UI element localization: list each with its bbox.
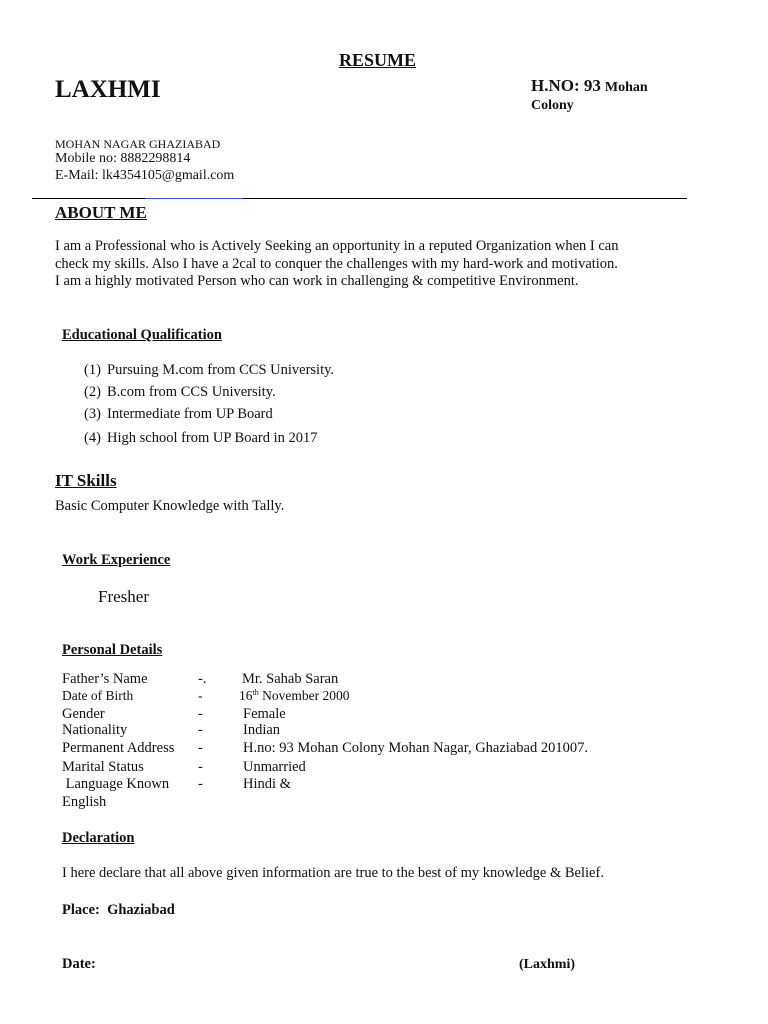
header-divider [32,198,687,199]
personal-separator: - [198,759,203,775]
personal-separator: - [198,722,203,738]
education-item-text: High school from UP Board in 2017 [107,430,318,446]
candidate-name: LAXHMI [55,76,161,103]
personal-value: Female [243,706,286,722]
education-item [84,384,276,401]
contact-address: MOHAN NAGAR GHAZIABAD [55,137,221,151]
contact-mobile: Mobile no: 8882298814 [55,151,191,166]
personal-label: Language Known [62,776,170,792]
personal-label: Date of Birth [62,688,134,703]
house-number-address [531,77,691,114]
about-line: I am a Professional who is Actively Seeking an opportunity in a reputed Organization when I can [55,238,619,254]
education-item-text: Intermediate from UP Board [107,406,273,422]
personal-details-heading: Personal Details [62,642,163,658]
work-experience-text: Fresher [98,587,149,606]
personal-label: Gender [62,706,105,722]
personal-separator: -. [198,671,207,687]
it-skills-heading: IT Skills [55,471,117,490]
personal-value: Indian [243,722,281,738]
personal-separator: - [198,706,203,722]
document-title: RESUME [338,50,416,70]
dob-day: 16 [239,688,253,703]
education-item-number: (1) [84,362,101,378]
education-item-number: (2) [84,384,101,400]
personal-value: H.no: 93 Mohan Colony Mohan Nagar, Ghaziabad 201007. [243,740,588,756]
it-skills-text: Basic Computer Knowledge with Tally. [55,498,285,514]
signature-name: (Laxhmi) [519,957,575,972]
work-experience-heading: Work Experience [62,552,171,568]
dob-month-year: November 2000 [262,688,350,703]
personal-value: Mr. Sahab Saran [242,671,339,687]
email-link-underline [145,198,243,199]
declaration-text: I here declare that all above given information are true to the best of my knowledge & Belief. [62,865,604,881]
personal-label: Permanent Address [62,740,175,756]
personal-separator: - [198,740,203,756]
about-line: I am a highly motivated Person who can work in challenging & competitive Environment. [55,273,579,289]
personal-label: Father’s Name [62,671,148,687]
education-item [84,430,318,447]
personal-label: English [62,794,107,810]
declaration-place: Place: Ghaziabad [62,902,175,918]
personal-value [239,688,349,704]
personal-value: Hindi & [243,776,291,792]
about-line: check my skills. Also I have a 2cal to conquer the challenges with my hard-work and motivation. [55,256,618,272]
education-item [84,406,273,423]
education-item [84,362,334,379]
personal-label: Marital Status [62,759,144,775]
declaration-date: Date: [62,956,96,972]
education-heading: Educational Qualification [62,327,222,343]
declaration-heading: Declaration [62,830,135,846]
house-number: H.NO: 93 [531,76,601,95]
personal-value: Unmarried [243,759,306,775]
about-heading: ABOUT ME [55,203,147,222]
education-item-number: (3) [84,406,101,422]
personal-separator: - [198,688,203,703]
personal-label: Nationality [62,722,128,738]
house-locality: Mohan Colony [531,80,648,113]
personal-separator: - [198,776,203,792]
contact-email: E-Mail: lk4354105@gmail.com [55,168,235,183]
education-item-number: (4) [84,430,101,446]
education-item-text: B.com from CCS University. [107,384,276,400]
dob-day-suffix: th [252,688,259,697]
education-item-text: Pursuing M.com from CCS University. [107,362,335,378]
